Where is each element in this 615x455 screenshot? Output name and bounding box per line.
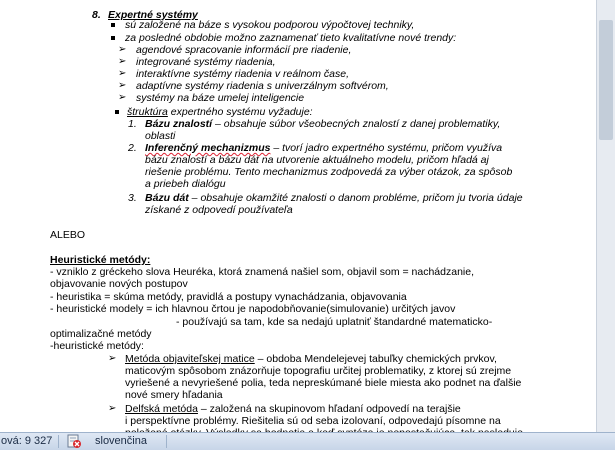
structure-rest: expertného systému vyžaduje: (167, 106, 313, 118)
method-1-line (125, 353, 497, 365)
item-text: získané z odpovedí používateľa (145, 204, 293, 216)
trend-item: agendové spracovanie informácií pre riadenie, (136, 44, 352, 56)
vertical-scrollbar[interactable] (596, 0, 615, 432)
item-text: oblasti (145, 130, 176, 142)
arrow-bullet-icon: ➢ (118, 68, 127, 79)
section-title: Expertné systémy (108, 9, 198, 21)
item-3-line (145, 192, 523, 204)
heuristic-line: objavovanie nových postupov (50, 278, 188, 290)
arrow-bullet-icon: ➢ (118, 44, 127, 55)
method-text: vyriešené a nevyriešené polia, teda nepreskúmané biele miesta ako podnet na ďalšie (125, 377, 522, 389)
item-text: – obsahuje súbor všeobecných znalostí z danej problematiky, (212, 118, 501, 130)
method-name: Delfská metóda (125, 403, 198, 415)
heuristic-line: - používajú sa tam, kde sa nedajú uplatniť štandardné matematicko- (176, 316, 493, 328)
item-text: bázu znalostí a bázu dát na utvorenie aktuálneho modelu, pričom hľadá aj (145, 154, 489, 166)
item-term: Bázu znalostí (145, 118, 213, 130)
arrow-bullet-icon: ➢ (118, 92, 127, 103)
item-2-line (145, 142, 502, 154)
trend-item: systémy na báze umelej inteligencie (136, 92, 305, 104)
bullet-text-1: sú založené na báze s vysokou podporou výpočtovej techniky, (125, 19, 415, 31)
word-count[interactable]: ová: 9 327 (1, 435, 53, 447)
proofing-error-icon[interactable] (66, 434, 82, 455)
heuristic-line: - vzniklo z gréckeho slova Heuréka, ktorá znamená našiel som, objavil som = nachádzanie, (50, 266, 475, 278)
item-1-line (145, 118, 500, 130)
status-divider (58, 435, 59, 448)
arrow-bullet-icon: ➢ (118, 80, 127, 91)
item-number: 3. (128, 192, 137, 204)
method-text: i perspektívne problémy. Riešitelia sú od seba izolovaní, odpovedajú písomne na (125, 415, 501, 427)
heuristic-line: - heuristika = skúma metódy, pravidlá a postupy vynachádzania, objavovania (50, 291, 407, 303)
bullet-square (111, 36, 115, 40)
structure-line (127, 106, 313, 118)
item-text: riešenie problému. Tento mechanizmus zodpovedá za výber otázok, za spôsob (145, 166, 513, 178)
heuristic-title: Heuristické metódy: (50, 254, 151, 266)
item-text: a priebeh dialógu (145, 178, 226, 190)
heuristic-line: - heuristické modely = ich hlavnou črtou je napodobňovanie(simulovanie) určitých javov (50, 303, 456, 315)
arrow-bullet-icon: ➢ (108, 353, 117, 364)
heuristic-line: optimalizačné metódy (50, 328, 152, 340)
arrow-bullet-icon: ➢ (118, 56, 127, 67)
trend-item: interaktívne systémy riadenia v reálnom čase, (136, 68, 350, 80)
status-bar (0, 432, 615, 450)
method-text: nové smery hľadania (125, 389, 223, 401)
item-number: 1. (128, 118, 137, 130)
item-text: – obsahuje okamžité znalosti o danom probléme, pričom ju tvoria údaje (188, 192, 523, 204)
item-term: Bázu dát (145, 192, 189, 204)
trend-item: integrované systémy riadenia, (136, 56, 276, 68)
item-term: Inferenčný mechanizmus (145, 142, 271, 154)
method-name: Metóda objaviteľskej matice (125, 353, 255, 365)
bullet-square (111, 23, 115, 27)
item-number: 2. (128, 142, 137, 154)
arrow-bullet-icon: ➢ (108, 403, 117, 414)
item-text: – tvorí jadro expertného systému, pričom využíva (270, 142, 503, 154)
method-text: – obdoba Mendelejevej tabuľky chemických prvkov, (254, 353, 497, 365)
scrollbar-thumb[interactable] (599, 20, 613, 140)
language-indicator[interactable]: slovenčina (95, 435, 147, 447)
heuristic-line: -heuristické metódy: (50, 340, 144, 352)
bullet-square (115, 110, 119, 114)
bullet-text-2: za posledné obdobie možno zaznamenať tieto kvalitatívne nové trendy: (125, 32, 457, 44)
structure-word: štruktúra (127, 106, 168, 118)
section-number: 8. (92, 9, 101, 21)
alebo-text: ALEBO (50, 229, 86, 241)
method-2-line (125, 403, 461, 415)
trend-item: adaptívne systémy riadenia s univerzálnym softvérom, (136, 80, 389, 92)
method-text: maticovým spôsobom znázorňuje topografiu určitej problematiky, z ktorej sú zrejme (125, 365, 512, 377)
status-divider (166, 435, 167, 448)
method-text: – založená na skupinovom hľadaní odpovedí na terajšie (197, 403, 461, 415)
